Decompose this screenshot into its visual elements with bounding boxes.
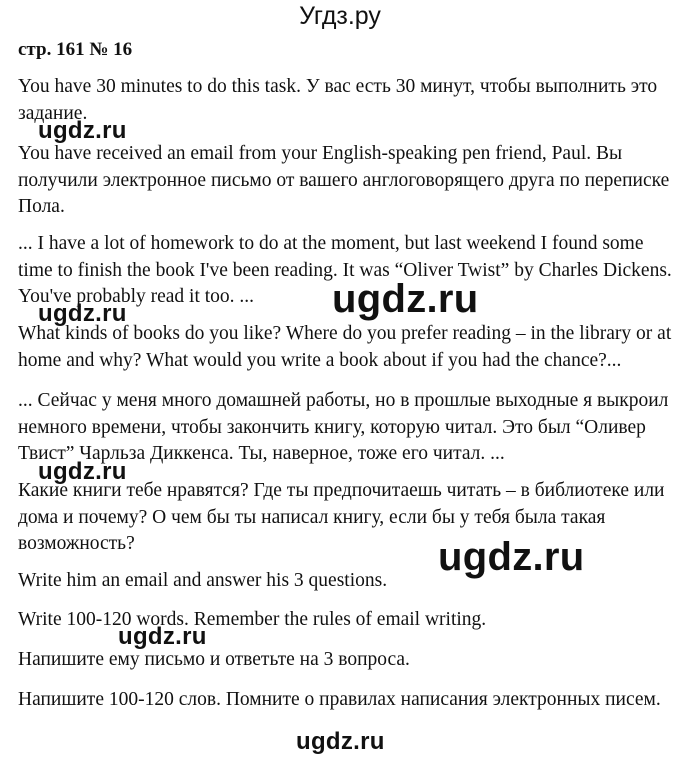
watermark: ugdz.ru xyxy=(38,117,127,144)
watermark: ugdz.ru xyxy=(332,277,479,321)
email-received-paragraph: You have received an email from your English-speaking pen friend, Paul. Вы получили электронное письмо от вашего англоговорящего друга по переписке Пола. xyxy=(18,143,670,217)
email-questions-english: What kinds of books do you like? Where do you prefer reading – in the library or at home and why? What would you write a book about if you had the chance?... xyxy=(18,323,672,371)
page-reference: стр. 161 № 16 xyxy=(18,39,133,60)
instruction-answer: Write him an email and answer his 3 questions. xyxy=(18,570,388,591)
watermark: ugdz.ru xyxy=(38,300,127,327)
footer-watermark: ugdz.ru xyxy=(296,728,385,755)
email-questions-russian: Какие книги тебе нравятся? Где ты предпочитаешь читать – в библиотеке или дома и почему? О чем бы ты написал книгу, если бы у тебя была такая возможность? xyxy=(18,480,665,554)
instruction-word-count-russian: Напишите 100-120 слов. Помните о правилах написания электронных писем. xyxy=(18,689,661,710)
email-excerpt-english: ... I have a lot of homework to do at the moment, but last weekend I found some time to finish the book I've been reading. It was “Oliver Twist” by Charles Dickens. You've probably read it too. ... xyxy=(18,233,672,307)
site-title: Угдз.ру xyxy=(299,2,381,30)
task-time-paragraph: You have 30 minutes to do this task. У вас есть 30 минут, чтобы выполнить это задание. xyxy=(18,76,658,124)
watermark: ugdz.ru xyxy=(38,458,127,485)
watermark: ugdz.ru xyxy=(118,623,207,650)
email-excerpt-russian: ... Сейчас у меня много домашней работы, но в прошлые выходные я выкроил немного времени, чтобы закончить книгу, которую читал. Это был “Оливер Твист” Чарльза Диккенса. Ты, наверное, тоже его читал. ... xyxy=(18,390,669,464)
instruction-answer-russian: Напишите ему письмо и ответьте на 3 вопроса. xyxy=(18,649,410,670)
watermark: ugdz.ru xyxy=(438,535,585,579)
instruction-word-count: Write 100-120 words. Remember the rules of email writing. xyxy=(18,609,487,630)
